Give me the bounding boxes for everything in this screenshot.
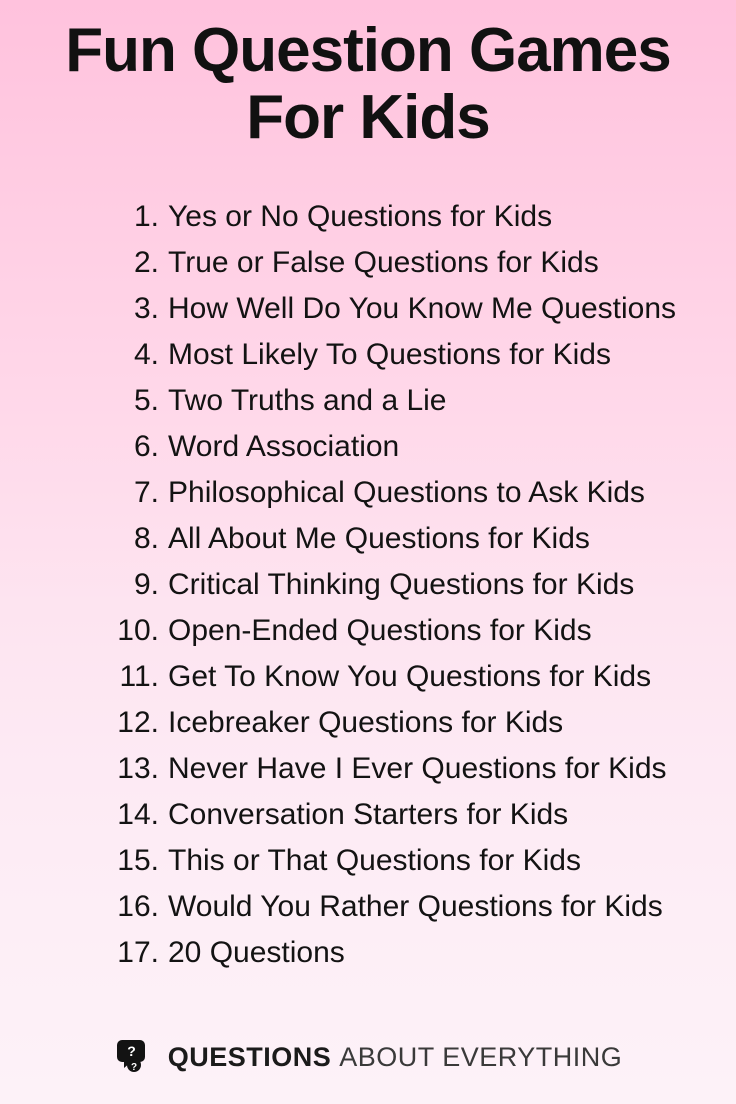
footer-brand-secondary: ABOUT EVERYTHING xyxy=(339,1041,623,1072)
list-item-label: Open-Ended Questions for Kids xyxy=(168,613,592,647)
list-item xyxy=(116,516,590,562)
list-item xyxy=(116,746,667,792)
list-item xyxy=(116,654,651,700)
list-item-label: Philosophical Questions to Ask Kids xyxy=(168,475,645,509)
list-item-number: 17. xyxy=(117,935,159,969)
list-item-label: Icebreaker Questions for Kids xyxy=(168,705,564,739)
list-item-number: 12. xyxy=(117,705,159,739)
list-item-number: 14. xyxy=(117,797,159,831)
list-item xyxy=(116,792,568,838)
page-title xyxy=(23,18,713,152)
list-item xyxy=(116,884,663,930)
footer-brand-text xyxy=(168,1042,623,1073)
list-item-number: 4. xyxy=(133,337,159,371)
list-item xyxy=(116,562,634,608)
list-item-number: 8. xyxy=(133,521,159,555)
list-item xyxy=(116,424,399,470)
list-item-number: 2. xyxy=(133,245,159,279)
list-item-label: Most Likely To Questions for Kids xyxy=(168,337,611,371)
list-item-number: 7. xyxy=(133,475,159,509)
list-item-label: Would You Rather Questions for Kids xyxy=(168,889,663,923)
list-item-label: Yes or No Questions for Kids xyxy=(168,199,553,233)
list-item-number: 1. xyxy=(133,199,159,233)
list-item-number: 15. xyxy=(117,843,159,877)
list-item xyxy=(116,240,599,286)
list-item xyxy=(116,194,552,240)
list-item-label: How Well Do You Know Me Questions xyxy=(168,291,677,325)
list-item xyxy=(116,332,611,378)
list-item-number: 9. xyxy=(133,567,159,601)
list-item-number: 5. xyxy=(133,383,159,417)
list-item-label: This or That Questions for Kids xyxy=(168,843,581,877)
list-item-label: Two Truths and a Lie xyxy=(168,383,447,417)
list-item xyxy=(116,930,345,976)
question-games-list xyxy=(38,194,698,976)
list-item-label: Conversation Starters for Kids xyxy=(168,797,569,831)
list-item-number: 16. xyxy=(117,889,159,923)
list-item-number: 10. xyxy=(117,613,159,647)
list-item-label: All About Me Questions for Kids xyxy=(168,521,590,555)
page-title-line-2: For Kids xyxy=(246,82,490,152)
list-item xyxy=(116,838,581,884)
list-item xyxy=(116,608,592,654)
list-item-label: Never Have I Ever Questions for Kids xyxy=(168,751,667,785)
page-title-line-1: Fun Question Games xyxy=(65,16,671,85)
footer-branding xyxy=(0,1036,736,1078)
list-item-number: 11. xyxy=(119,659,159,693)
list-item-number: 3. xyxy=(133,291,159,325)
list-item-number: 6. xyxy=(133,429,159,463)
list-item-label: True or False Questions for Kids xyxy=(168,245,599,279)
list-item xyxy=(116,700,563,746)
list-item-label: Get To Know You Questions for Kids xyxy=(168,659,652,693)
footer-brand-primary: QUESTIONS xyxy=(167,1041,332,1072)
list-item-number: 13. xyxy=(117,751,159,785)
list-item-label: Word Association xyxy=(168,429,400,463)
list-item-label: 20 Questions xyxy=(168,935,345,969)
list-item xyxy=(116,286,676,332)
list-item-label: Critical Thinking Questions for Kids xyxy=(168,567,635,601)
svg-text:?: ? xyxy=(126,1043,136,1059)
svg-text:?: ? xyxy=(130,1062,137,1073)
list-item xyxy=(116,470,645,516)
speech-bubble-question-mark-icon xyxy=(114,1036,156,1078)
list-item xyxy=(116,378,447,424)
